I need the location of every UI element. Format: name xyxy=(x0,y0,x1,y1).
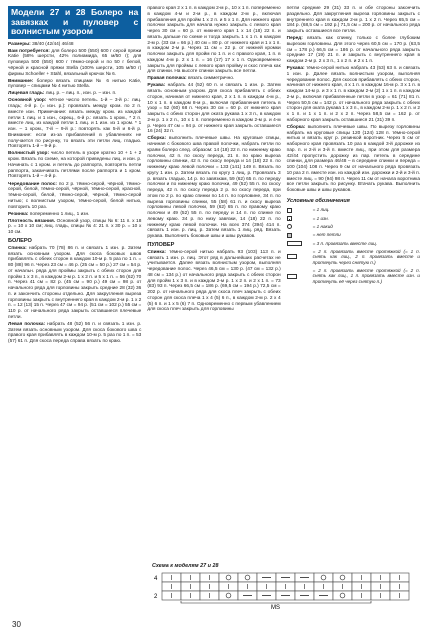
paragraph xyxy=(147,250,280,313)
legend-item xyxy=(287,224,420,230)
legend-text: = 1 изн. xyxy=(312,215,329,221)
paragraph xyxy=(8,42,141,48)
chart-cell xyxy=(333,573,352,582)
legend-symbol-icon xyxy=(287,254,309,260)
article-title: Модели 27 и 28 Болеро на завязках и пуловер с волнистым узором xyxy=(8,6,141,39)
stitch-chart xyxy=(152,563,420,611)
paragraph-lead: Правая полочка: xyxy=(147,76,187,82)
paragraph-lead: Внимание: xyxy=(8,78,34,84)
paragraph xyxy=(287,36,420,65)
legend-symbol-icon xyxy=(287,224,309,230)
paragraph-lead: Спинка: xyxy=(8,245,27,251)
paragraph-text: для болеро 500 (550) 600 г серой пряжи Katie (58% шерсти, 42% полиамида, 65 м/50 г); для пуловера 500 (550) 600 г тёмно-серой и по 50 г белой, чёрной и красной пряжи Stella (100% шерсти, 105 м/50 г) фирмы Schoeller + Stahl, вязальный крючок № 6. xyxy=(8,48,142,77)
chart-cell xyxy=(333,591,352,600)
article-page xyxy=(8,6,420,618)
paragraph-text: набрать 44 (52) 60 п. и связать 1 изн. р. Затем вязать основным узором. Для скоса прибавлять с обеих сторон, начиная от нижнего края, 2 х 1 п. в каждом 4-м р., 10 х 1 п. в каждом 8-м р., включая прибавления петель в узор = 52 (60) 68 п. Через 30 см = 60 р. от нижнего края закрыть с обеих сторон для оката рукава 1 х 3 п., в каждом 2-м р. 1 х 2 п., 10 х 1 п. попеременно в каждом 2-м р. и 4-м р. Через 47 см = 94 р. от нижнего края закрыть оставшиеся 16 (24) 32 п. xyxy=(147,83,281,135)
col2-pullover-paragraphs xyxy=(147,250,280,313)
section-heading-pullover: ПУЛОВЕР xyxy=(147,241,175,248)
paragraph-text: набрать 70 (78) 86 п. и связать 1 изн. р. Затем вязать основным узором. Для скоса боковых швов прибавлять с обеих сторон в каждом 10-м р. 5 раз по 1 п. = 80 (88) 96 п. Через 23 см = 46 р. (25 см = 50 р.) 27 см = 54 р. от начальн. ряда для проймы закрыть с обеих сторон для пройм 1 х 3 п., в каждом 2-м р. 1 х 2 п. и 5 х 1 п. = 56 (62) 70 п. Через 41 см = 82 р. (45 см = 90 р.) 49 см = 98 р. от начального ряда для горловины закрыть средние 28 (32) 36 п. и закончить стороны отдельно. Для закругления выреза горловины закрыть с внутреннего края в каждом 2-м р. 1 х 2 п. = 12 (13) 15 п. Через 47 см = 94 р. (51 см = 102 р.) 55 см = 110 р. от начального ряда закрыть оставшиеся плечевые петли. xyxy=(8,245,142,320)
page-number: 30 xyxy=(12,620,21,629)
paragraph-text: набрать 48 (52) 56 п. и связать 1 изн. р. Затем вязать основным узором. Для скоса бокового шва с правого края прибавлять в каждом 10-м р. 5 раз по 1 п. = 53 (57) 61 п. Для скоса переда справа вязать по краю. xyxy=(8,321,142,345)
paragraph xyxy=(147,136,280,240)
legend-item xyxy=(287,207,420,213)
paragraph-text: Основной узор, спицы № 6: 11 п. х 18 р. = 10 х 10 см; лиц. гладь, спицы № 4: 21 п. х 30 р. = 10 х 10 см. xyxy=(8,218,142,236)
paragraph xyxy=(8,49,141,78)
chart-row-label: 4 xyxy=(154,576,158,582)
paragraph-lead: Перед: xyxy=(286,36,303,42)
legend-symbol-icon xyxy=(287,241,309,247)
column-2 xyxy=(147,6,280,618)
paragraph-text: выполнить плечевые швы. На круговые спицы, начиная с бокового шва правой полочки, набрать петли по краям болеро след. образом: 14 (18) 22 п. по нижнему краю полочки, 42 п. по скосу переда, 21 п. по краю выреза горловины спинки, 42 п. по скосу переда и 14 (18) 22 п. по нижнему краю левой полочки = 133 (141) 149 п. Вязать по кругу 1 изн. р. Затем вязать по кругу 1 лиц. р. Провязать 3 р. вязать гладью, 14 р. по завязкам, 59 (62) 65 п. по переду полочки и по нижнему краю полочки, 49 (52) 55 п. по скосу переда, 42 п. по скосу переда 2 р. по скосу переда, при этом по 2 р. по краю спинки по 14 п. по горловине, 34 п. по выреза горловины спинки, 55 (58) 61 п. и скосу выреза горловины левой полочки, 59 (62) 65 п. по правому краю полочки и 49 (52) 55 п. по переду и 14 п. по спинке по левому краю. 34 р. по низу завязки, 14 (18) 22 п. по нижнему краю левой полочки. На всех 374 (394) 414 п. связать 1 изн. р. лиц. р. Затем вязать 1 лиц. ряд. Вязать рукава. Выполнить боковые швы и швы рукавов. xyxy=(147,136,281,240)
paragraph-lead: Сборка: xyxy=(286,124,306,130)
paragraph-lead: Чередование полос: xyxy=(8,181,57,187)
paragraph xyxy=(287,6,420,35)
legend-item xyxy=(287,268,420,284)
paragraph-text: выполнить плечевые швы. По вырезу горловины набрать на круговые спицы 120 (124) 128 п. тёмно-серой нитью и вязать круг р. резинкой воротник. Через 5 см от наборного края провязать 10 раз в каждой 3-й дорожке из пар. п. и 2-й и 3-й п. вместе лиц., при этом для размера 42/44 пропустить дорожку из пар. петель в середине спинки, для размера 46/48 – в середине спинки и переда = 100 (104) 108 п. Через 9 см от начального ряда провязать 10 раз 2 п. вместе изн. из каждой изн. дорожки и 2-й и 3-й п. вместе лиц. = 90 (94) 98 п. Через 11 см от начала воротника все петли закрыть по рисунку. Втачать рукава. Выполнить боковые швы и швы рукавов. xyxy=(286,124,420,194)
paragraph-text: по 2 р. тёмно-серой, чёрной, тёмно-серой, белой, тёмно-серой, чёрной, тёмно-серой, красной, тёмно-серой, белой, тёмно-серой, чёрной, тёмно-серой нитью; с волнистым узором, тёмно-серой, белой нитью, повторить 10 раз. xyxy=(8,181,142,210)
paragraph-text: вязать симметрично. xyxy=(186,76,235,82)
paragraph-text: болеро вязать спицами № 6 нитью Katie, пуловер – спицами № 4 нитью Stella. xyxy=(8,78,142,90)
legend-list xyxy=(287,207,420,284)
paragraph-lead: Резинка: xyxy=(8,211,29,217)
col3-paragraphs xyxy=(287,6,420,194)
legend-title: Условные обозначения xyxy=(286,197,350,204)
legend-symbol-icon xyxy=(287,232,309,238)
paragraph-lead: Сборка: xyxy=(147,136,167,142)
col1-bolero-paragraphs xyxy=(8,246,141,345)
paragraph-text: число петель в узоре кратно 10 + 1 + 2 кром. Вязать по схеме, на которой приведены лиц. и изн. р. Начинать с 1 кром. и петель до раппорта, повторять петли раппорта, заканчивать петлями после раппорта и 1 кром. Повторять 1-й – 4-й р. xyxy=(8,151,142,180)
legend-text: = 1 лиц. xyxy=(312,207,330,213)
column-3 xyxy=(287,6,420,618)
paragraph-lead: Вам потребуется: xyxy=(8,48,50,54)
paragraph xyxy=(8,79,141,91)
chart-cell xyxy=(238,573,257,582)
paragraph-lead: Рукава: xyxy=(147,83,166,89)
paragraph-lead: Волнистый узор: xyxy=(8,151,50,157)
legend-item xyxy=(287,216,420,222)
paragraph-text: лиц. р. – лиц. п., изн. р. – изн. п. xyxy=(44,91,117,97)
paragraph xyxy=(8,246,141,321)
paragraph-lead: Левая полочка: xyxy=(8,321,46,327)
paragraph xyxy=(147,83,280,135)
chart-cell xyxy=(314,573,333,582)
legend-item xyxy=(287,232,420,238)
paragraph xyxy=(8,322,141,345)
legend-text: = 2 п. провязать вместе протяжкой (= 2 п. снять как лиц., 1 п. провязать вместе изн. и протянуть её через снятую п.) xyxy=(312,267,420,284)
legend-symbol-icon xyxy=(287,207,309,213)
paragraph-text: попеременно 1 лиц., 1 изн. xyxy=(28,211,90,217)
paragraph xyxy=(8,212,141,218)
chart-title: Схема к моделям 27 и 28 xyxy=(152,563,219,569)
legend-text: = 3 п. провязать вместе лиц. xyxy=(312,240,378,246)
paragraph xyxy=(287,66,420,124)
section-heading-bolero: БОЛЕРО xyxy=(8,237,32,244)
paragraph xyxy=(8,91,141,97)
legend-item xyxy=(287,241,420,247)
paragraph-text: вязать как спинку, только с более глубоким вырезом горловины. Для этого через 60,5 см = 170 р. (63,5 см = 178 р.) 66,5 см = 186 р. от начального ряда закрыть средние 17 (19) 21 п. и закрыть с внутреннего края в каждом 2-м р. 2 х 3 п., 1 х 2 п. и 2 х 1 п. xyxy=(286,36,420,65)
paragraph-text: тёмно-серой нитью набрать 93 (103) 113 п. и связать 1 изн. р. лиц. Этот ряд в дальнейших расчетах не учитывается. Далее вязать волнистым узором, выполняя чередование полос. Через 46,5 см = 130 р. (47 см = 132 р.) 48 см = 134 р.) от начального ряда закрыть с обеих сторон для пройм 1 х 3 п. и в каждом 2-м р. 1 х 2 п. и 2 х 1 п. = 73 (83) 93 п. Через 66,5 см = 186 р. (69,5 см = 194 р.) 72,5 см = 202 р. от начального ряда для скоса плеч закрыть с обеих сторон для скоса плеча 1 х 4 (5) 6 п., в каждом 2-м р. 2 х 4 (5) 6 п. и 1 х 5 (6) 7 п. Одновременно с первым убавлением для скоса плеч закрыть для горловины xyxy=(147,249,281,313)
chart-cell xyxy=(219,591,238,600)
legend-text: = 1 накид xyxy=(312,224,333,230)
legend-symbol-icon xyxy=(287,216,309,222)
legend-text: = нет петли xyxy=(312,232,341,238)
chart-row-label: 2 xyxy=(154,594,158,600)
paragraph xyxy=(147,76,280,82)
legend-symbol-icon xyxy=(287,273,309,279)
paragraph xyxy=(8,98,141,150)
paragraph xyxy=(8,182,141,211)
col2-paragraphs xyxy=(147,6,280,240)
paragraph-lead: Рукава: xyxy=(286,66,305,72)
paragraph-lead: Основной узор: xyxy=(8,98,47,104)
paragraph-lead: Лицевая гладь: xyxy=(8,91,45,97)
legend-item xyxy=(287,249,420,265)
paragraph-text: петли средние 29 (31) 33 п. и обе стороны закончить раздельно. Для закругления выреза горловины закрыть с внутреннего края в каждом 2-м р. 1 х 2 п. Через 65,5 см = 184 р. (68,5 см = 192 р.) 71,5 см = 200 р. от начального ряда закрыть оставшиеся все петли. xyxy=(286,6,420,34)
chart-cell xyxy=(219,573,238,582)
column-1 xyxy=(8,6,141,618)
chart-repeat-bracket xyxy=(181,601,371,603)
paragraph xyxy=(147,6,280,75)
paragraph-text: чётное число петель. 1-й – 3-й р.: лиц. гладь; 4-й р. (= изн. р.): провязать между кром. по 2 п. вместе изн. Примечание: вязать между кром. из каждой петли 1 лиц. и 1 изн., скрещ., 6-й р.: вязать 1 кром., * 2 п. вместе лиц. из каждой петли 1 лиц. и 1 изн. из 1 кром. * 1 изн. – 1 кром., 7-й – 9-й р.: повторять как 5-й и 6-й р. Внимание: если из-за прибавлений в убавлениях не получается по рисунку, то вязать эти петли лиц. гладью. Повторять 1-й – 9-й р. xyxy=(8,98,142,150)
paragraph xyxy=(8,219,141,236)
paragraph-lead: Плотность вязания. xyxy=(8,218,56,224)
paragraph-text: тёмно-серой нитью набрать 43 (53) 63 п. и связать 1 изн. р. Далее вязать волнистым узором, выполняя чередование полос. Для скосов прибавлять с обеих сторон, начиная от нижнего края, 4 х 1 п. в каждом 16-м р. 3 х 1 п. в каждом 14-м р. и 3 х 1 п. в каждом 2-м (2) 1 х 1 п. в каждом 2-м р., включая прибавленные петли в узор = 61 (71) 81 п. Через 50,5 см = 142 р. от начального ряда закрыть с обеих сторон для оката рукава 1 х 3 п., в каждом 2-м р. 1 х 2 п. и 2 х 1 п. и 1 х 1 п. и 2 х 2 п. Через 58,5 см = 162 р. от наборного края закрыть оставшиеся 21 (31) 39 п. xyxy=(286,66,420,123)
chart-repeat-label: MS xyxy=(271,605,280,609)
chart-grid-svg xyxy=(152,571,420,609)
paragraph xyxy=(287,125,420,194)
legend-text: = 2 п. провязать вместе протяжкой (= 1 п. снять как лиц., 2 п. провязать вместе и протянуть через снятую п.) xyxy=(312,248,420,265)
paragraph-text: 38/40 (42/44) 46/48 xyxy=(30,41,74,47)
col1-paragraphs xyxy=(8,42,141,236)
paragraph-text: правого края 2 х 1 п. в каждом 2-м р., 10 х 1 п. попеременно в каждом 4-м и 2-м р., в каждом 2-м р., включая прибавления для пройм 1 х 2 п. и 5 х 1 п. Для нижнего края полочки закрыть для начала нужно закрыть с левого края через 30 см = 60 р. от нижнего края 1 х 14 (18) 22 п. и вязать дальше по схеме и тогда закрыть 1 х 1 п. в каждом 2-м р. (33 см = 66 р.) 40 см = 80 р. от нижнего края и 1 х 1 п. в каждом 2-м р. Через 11 см = 22 р. от нижней кромки полочки закрыть для пройм по 1 п. и с правого края, 1 п. в каждом 4-м р. 2 х 1 п. = 16 (17) 17 х 1 п. Одновременно закрыть для проймы с левого края пройму и скос плеча как для спинки. На высоте спинки закрыть все петли. xyxy=(147,6,281,75)
paragraph xyxy=(8,151,141,180)
paragraph-lead: Спинка: xyxy=(147,249,167,255)
paragraph-lead: Размеры: xyxy=(8,41,31,47)
